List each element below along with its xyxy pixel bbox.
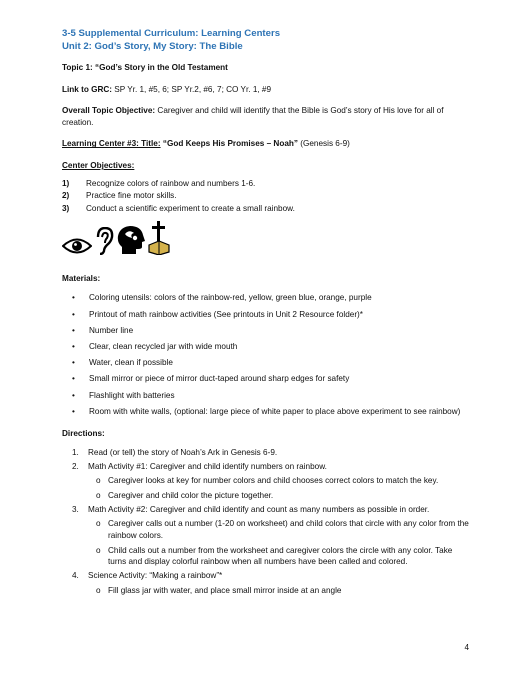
directions-heading: Directions: bbox=[62, 428, 105, 438]
grc-value: SP Yr. 1, #5, 6; SP Yr.2, #6, 7; CO Yr. 1, #9 bbox=[112, 84, 272, 94]
objective-label: Overall Topic Objective: bbox=[62, 106, 156, 116]
learning-center-label: Learning Center #3: Title: bbox=[62, 139, 161, 149]
directions-list bbox=[62, 447, 472, 596]
list-item: • Small mirror or piece of mirror duct-taped around sharp edges for safety bbox=[72, 374, 350, 384]
materials-heading: Materials: bbox=[62, 273, 101, 283]
list-item: • Coloring utensils: colors of the rainbow-red, yellow, green blue, orange, purple bbox=[72, 293, 372, 303]
list-item: 1) Recognize colors of rainbow and numbers 1-6. bbox=[62, 178, 256, 188]
list-item: • Clear, clean recycled jar with wide mouth bbox=[72, 341, 238, 351]
materials-list bbox=[62, 292, 472, 417]
list-item: • Flashlight with batteries bbox=[72, 390, 175, 400]
page-number: 4 bbox=[464, 643, 469, 652]
sub-item: o Fill glass jar with water, and place small mirror inside at an angle bbox=[96, 585, 342, 595]
learning-center-line bbox=[62, 138, 472, 150]
list-item: 3) Conduct a scientific experiment to create a small rainbow. bbox=[62, 204, 295, 213]
sub-item: o Child calls out a number from the worksheet and caregiver colors the circle with any color. Take turns and display colorful rainbow when all numbers have been called and colored. bbox=[96, 545, 453, 567]
eye-icon bbox=[62, 237, 92, 259]
sense-icons bbox=[62, 227, 472, 259]
objective-value: Caregiver and child will identify that the Bible is God’s story of His love for all of creation. bbox=[62, 106, 444, 127]
center-objectives-heading: Center Objectives: bbox=[62, 161, 135, 171]
unit-header bbox=[62, 28, 472, 54]
ear-icon bbox=[94, 227, 114, 259]
list-item: 3. Math Activity #2: Caregiver and child identify and count as many numbers as possible in order. o Caregiver calls out a number (1-20 on worksheet) and child colors that circle with any color from the rainbow colors. o Child calls out a number from the worksheet and caregiver colors the circle with any color. Take turns and display colorful rainbow when all numbers have been called and colored. bbox=[62, 504, 472, 568]
topic-line: Topic 1: “God’s Story in the Old Testament bbox=[62, 62, 228, 72]
list-item: • Water, clean if possible bbox=[72, 358, 173, 368]
center-objectives-list bbox=[62, 178, 472, 215]
grc-line bbox=[62, 84, 472, 96]
learning-center-ref: (Genesis 6-9) bbox=[298, 139, 350, 149]
sub-item: o Caregiver calls out a number (1-20 on worksheet) and child colors that circle with any color from the rainbow colors. bbox=[96, 519, 469, 541]
list-item: 1. Read (or tell) the story of Noah’s Ark in Genesis 6-9. bbox=[72, 448, 278, 458]
list-item: • Printout of math rainbow activities (See printouts in Unit 2 Resource folder)* bbox=[72, 309, 363, 319]
list-item: 2. Math Activity #1: Caregiver and child identify numbers on rainbow. o Caregiver looks at key for number colors and child chooses correct colors to match the key. o Caregiver and child color the picture together. bbox=[62, 461, 472, 502]
grc-label: Link to GRC: bbox=[62, 84, 113, 94]
sub-item: o Caregiver looks at key for number colors and child chooses correct colors to match the key. bbox=[96, 476, 439, 486]
document-page bbox=[62, 28, 472, 598]
list-item: 2) Practice fine motor skills. bbox=[62, 191, 177, 201]
bible-cross-icon bbox=[148, 221, 170, 259]
sub-item: o Caregiver and child color the picture together. bbox=[96, 491, 274, 501]
list-item: • Number line bbox=[72, 325, 134, 335]
header-line-2: Unit 2: God’s Story, My Story: The Bible bbox=[62, 40, 243, 52]
list-item: • Room with white walls, (optional: large piece of white paper to place above experiment to see rainbow) bbox=[72, 406, 461, 416]
head-icon bbox=[116, 225, 146, 259]
list-item: 4. Science Activity: “Making a rainbow”* o Fill glass jar with water, and place small mirror inside at an angle bbox=[62, 570, 472, 596]
objective-line bbox=[62, 105, 472, 128]
header-line-1: 3-5 Supplemental Curriculum: Learning Centers bbox=[62, 28, 281, 39]
learning-center-title: “God Keeps His Promises – Noah” bbox=[160, 139, 298, 149]
